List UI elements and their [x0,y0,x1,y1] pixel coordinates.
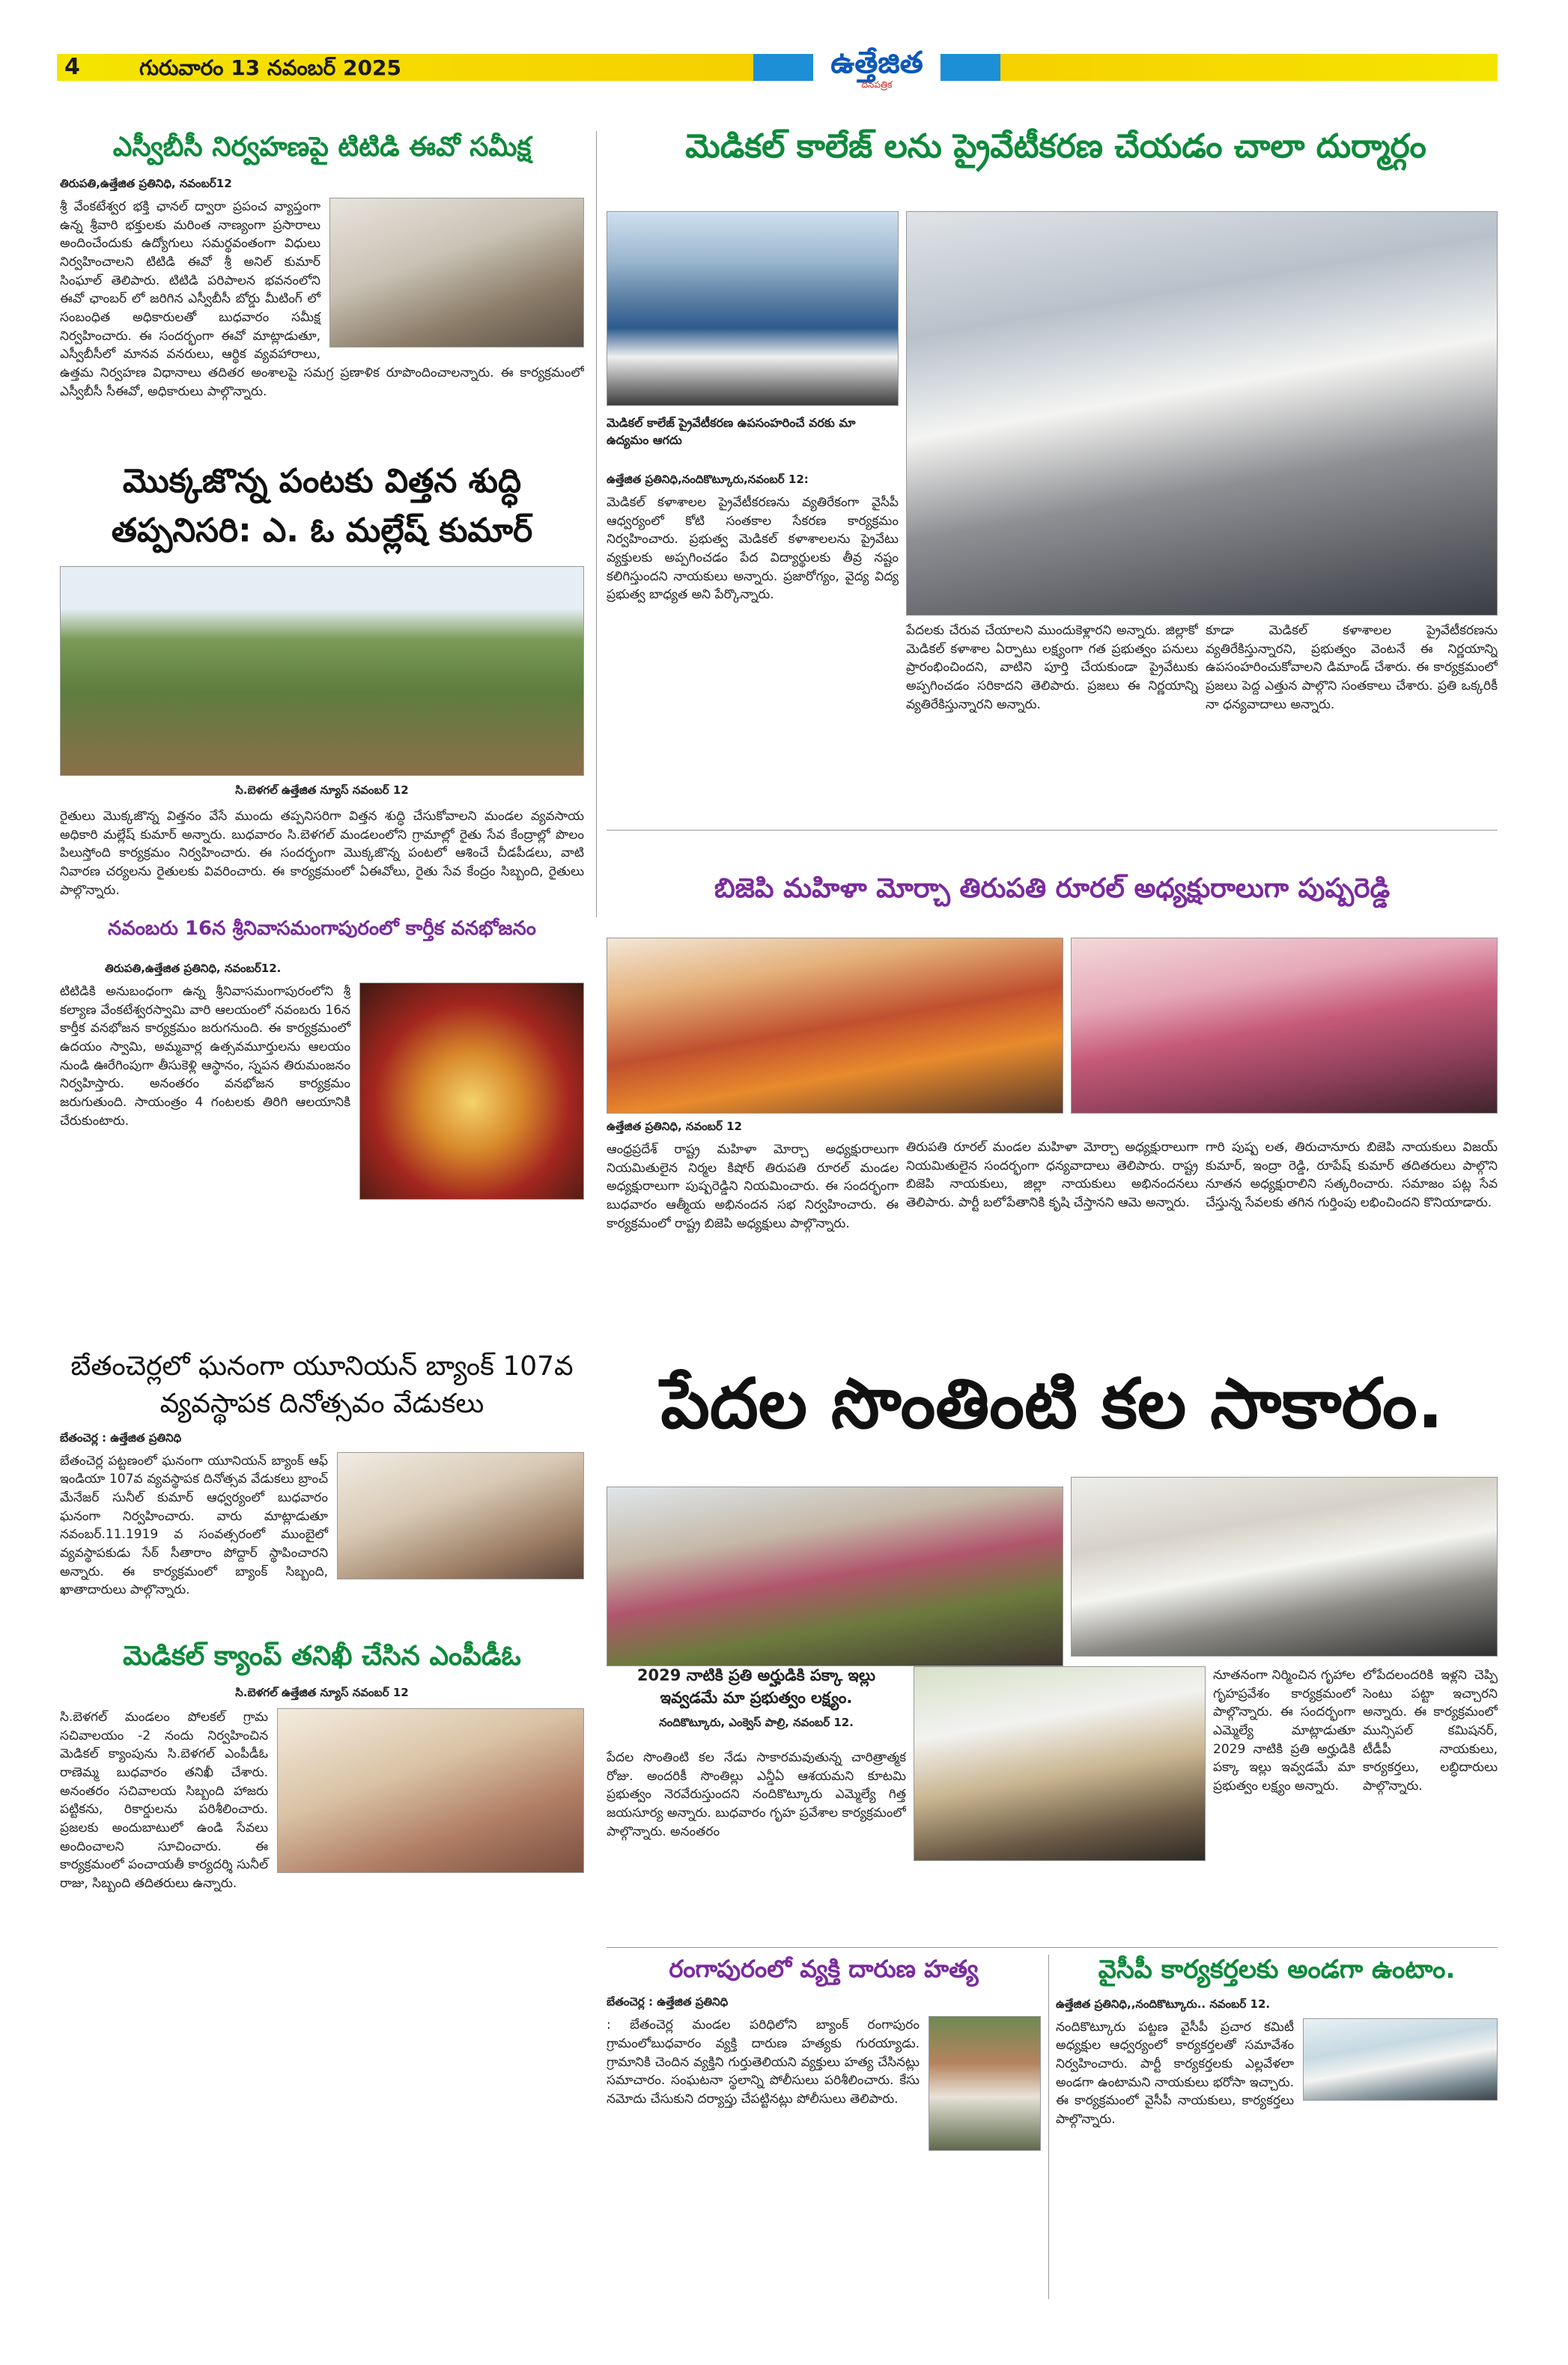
headline-medical: మెడికల్ కాలేజ్ లను ప్రైవేటీకరణ చేయడం చాలా దుర్మార్గం [685,127,1426,166]
header-bar-right [941,54,1498,81]
body-bjp-col3: గారి పుష్ప లత, తిరుచానూరు బిజెపి నాయకులు విజయ్ కుమార్, ఇంద్రా రెడ్డి, రూపేష్ కుమార్ తదితరులు పాల్గొని నూతన అధ్యక్షురాలిని సత్కరించారు. సమాజం పట్ల సేవ చేస్తున్న సేవలకు తగిన గుర్తింపు లభించిందని కొనియాడారు. [1206,1140,1498,1210]
masthead-subtitle: దినపత్రిక [861,79,893,90]
article-ttd [60,131,584,446]
caption-medical: మెడికల్ కాలేజ్ ప్రైవేటీకరణ ఉపసంహరించే వరకు మా ఉద్యమం ఆగదు [607,416,856,447]
dateline-ttd: తిరుపతి,ఉత్తేజిత ప్రతినిధి, నవంబర్12 [60,177,232,191]
article-camp [60,1640,584,2299]
dateline-murder: బేతంచెర్ల : ఉత్తేజిత ప్రతినిధి [607,1995,729,2009]
headline-ttd: ఎస్వీబీసీ నిర్వహణపై టిటిడి ఈవో సమీక్ష [112,132,532,163]
article-ysrcp [1056,1955,1498,2299]
photo-bjp-felicitation [1071,938,1498,1114]
photo-bank-event [337,1452,584,1579]
dateline-ysrcp: ఉత్తేజిత ప్రతినిధి,,నందికొట్కూరు.. నవంబర్ 12. [1056,1997,1271,2011]
dateline-medical: ఉత్తేజిత ప్రతినిధి,నందికొట్కూరు,నవంబర్ 12: [607,473,809,486]
body-ttd: శ్రీ వేంకటేశ్వర భక్తి ఛానల్ ద్వారా ప్రపంచ వ్యాప్తంగా ఉన్న శ్రీవారి భక్తులకు మరింత నాణ్యంగా ప్రసారాలు అందించేందుకు ఉద్యోగులు సమర్థవంతంగా విధులు నిర్వహించాలని టిటిడి ఈవో శ్రీ అనిల్ కుమార్ సింఘాల్ తెలిపారు. టిటిడి పరిపాలన భవనంలోని ఈవో ఛాంబర్ లో జరిగిన ఎస్వీబీసీ బోర్డు మీటింగ్ లో సంబంధిత అధికారులతో బుధవారం సమీక్ష నిర్వహించారు. ఈ సందర్భంగా ఈవో మాట్లాడుతూ, ఎస్వీబీసీలో మానవ వనరులు, ఆర్థిక వ్యవహారాలు, ఉత్తమ నిర్వహణ విధానాలు తదితర అంశాలపై సమగ్ర ప్రణాళిక రూపొందించాలన్నారు. ఈ కార్యక్రమంలో ఎస్వీబీసీ సీఈవో, అధికారులు పాల్గొన్నారు. [60,199,584,399]
housing-col1 [607,1749,906,1943]
photo-karthika-deity [359,983,584,1200]
medical-col3 [1206,622,1498,824]
body-bank: బేతంచెర్ల పట్టణంలో ఘనంగా యూనియన్ బ్యాంక్ ఆఫ్ ఇండియా 107వ వ్యవస్థాపక దినోత్సవ వేడుకలు బ్రాంచ్ మేనేజర్ సునీల్ కుమార్ ఆధ్వర్యంలో బుధవారం ఘనంగా నిర్వహించారు. వారు మాట్లాడుతూ నవంబర్.11.1919 వ సంవత్సరంలో ముంబైలో వ్యవస్థాపకుడు సేఠ్ సీతారాం పోద్దార్ స్థాపించారని అన్నారు. ఈ కార్యక్రమంలో బ్యాంక్ సిబ్బంది, ఖాతాదారులు పాల్గొన్నారు. [60,1452,584,1600]
caption-camp: సి.బెళగల్ ఉత్తేజిత న్యూస్ నవంబర్ 12 [235,1686,409,1700]
headline-housing: పేదల సొంతింటి కల సాకారం. [660,1364,1444,1444]
photo-ttd-meeting [329,198,584,347]
section-rule [607,830,1498,831]
photo-ysrcp-meeting [1303,2018,1498,2101]
housing-col3 [1363,1666,1498,1943]
header-accent-left [753,54,813,81]
medical-col1 [607,468,899,824]
body-ysrcp: నందికొట్కూరు పట్టణ వైసీపీ ప్రచార కమిటీ అధ్యక్షుల ఆధ్వర్యంలో కార్యకర్తలతో సమావేశం నిర్వహించారు. పార్టీ కార్యకర్తలకు ఎల్లవేళలా అండగా ఉంటామని నాయకులు భరోసా ఇచ్చారు. ఈ కార్యక్రమంలో వైసీపీ నాయకులు, కార్యకర్తలు పాల్గొన్నారు. [1056,2018,1498,2129]
bjp-col2 [906,1138,1198,1337]
article-bjp [607,872,1498,917]
photo-housing-beneficiaries [607,1487,1063,1666]
article-housing [607,1363,1498,1453]
page-number: 4 [64,54,80,80]
headline-camp: మెడికల్ క్యాంప్ తనిఖీ చేసిన ఎంపీడీఓ [123,1641,521,1672]
housing-caption-box [607,1666,906,1741]
header-accent-right [941,54,1000,81]
caption-seed: సి.బెళగల్ ఉత్తేజిత న్యూస్ నవంబర్ 12 [235,783,409,797]
body-medical-col3: కూడా మెడికల్ కళాశాలల ప్రైవేటీకరణను వ్యతిరేకిస్తున్నారని, ప్రభుత్వం వెంటనే ఈ నిర్ణయాన్ని ఉపసంహరించుకోవాలని డిమాండ్ చేశారు. ఈ కార్యక్రమంలో ప్రజలు పెద్ద ఎత్తున పాల్గొని సంతకాలు చేశారు. ప్రతి ఒక్కరికీ నా ధన్యవాదాలు అన్నారు. [1206,623,1498,712]
photo-bjp-group [607,938,1063,1114]
caption-housing: 2029 నాటికి ప్రతి అర్హుడికి పక్కా ఇల్లు ఇవ్వడమే మా ప్రభుత్వం లక్ష్యం. [636,1666,876,1707]
article-seed [60,457,584,906]
photo-housing-mla [914,1666,1206,1861]
headline-bank: బేతంచెర్లలో ఘనంగా యూనియన్ బ్యాంక్ 107వ వ్యవస్థాపక దినోత్సవం వేడుకలు [70,1351,574,1420]
dateline-bjp: ఉత్తేజిత ప్రతినిధి, నవంబర్ 12 [607,1120,742,1133]
column-rule [596,131,597,917]
caption-medical-box [607,416,899,461]
article-bank [60,1348,584,1633]
headline-karthika: నవంబరు 16న శ్రీనివాసమంగాపురంలో కార్తీక వనభోజనం [108,917,536,940]
photo-seed-field [60,566,584,776]
photo-medical-rally [607,211,899,406]
dateline-housing: నందికొట్కూరు, ఎంక్వెస్ పాల్రి, నవంబర్ 12. [659,1716,854,1729]
article-murder [607,1955,1041,2299]
body-murder: : బేతంచెర్ల మండల పరిధిలోని బ్యాంక్ రంగాపురం గ్రామంలోబుధవారం వ్యక్తి దారుణ హత్యకు గురయ్యాడు. గ్రామానికి చెందిన వ్యక్తిని గుర్తుతెలియని వ్యక్తులు హత్య చేసినట్లు సమాచారం. సంఘటనా స్థలాన్ని పోలీసులు పరిశీలించారు. కేసు నమోదు చేసుకుని దర్యాప్తు చేపట్టినట్లు పోలీసులు తెలిపారు. [607,2016,1041,2108]
body-seed: రైతులు మొక్కజొన్న విత్తనం వేసే ముందు తప్పనిసరిగా విత్తన శుద్ధి చేసుకోవాలని మండల వ్యవసాయ అధికారి మల్లేష్ కుమార్ అన్నారు. బుధవారం సి.బెళగల్ మండలంలోని గ్రామాల్లో రైతు సేవ కేంద్రాల్లో పొలం పిలుస్తోంది కార్యక్రమం నిర్వహించారు. ఈ సందర్భంగా మొక్కజొన్న పంటలో ఆశించే చీడపీడలు, వాటి నివారణ చర్యలను రైతులకు వివరించారు. ఈ కార్యక్రమంలో ఏఈవోలు, రైతు సేవ కేంద్రం సిబ్బంది, రైతులు పాల్గొన్నారు. [60,809,584,898]
photo-medical-signatures [906,211,1498,616]
body-bjp-col1: ఆంధ్రప్రదేశ్ రాష్ట్ర మహిళా మోర్చా అధ్యక్షురాలుగా నియమితులైన నిర్మల కిషోర్ తిరుపతి రూరల్ మండల అధ్యక్షురాలుగా పుష్పరెడ్డిని నియమించారు. ఈ సందర్భంగా బుధవారం ఆత్మీయ అభినందన సభ నిర్వహించారు. ఈ కార్యక్రమంలో రాష్ట్ర బిజెపి అధ్యక్షులు పాల్గొన్నారు. [607,1142,899,1231]
body-housing-col1: పేదల సొంతింటి కల నేడు సాకారమవుతున్న చారిత్రాత్మక రోజు. అందరికీ సొంతిల్లు ఎన్డీఏ ఆశయమని కూటమి ప్రభుత్వం నెరవేరుస్తుందని నందికొట్కూరు ఎమ్మెల్యే గిత్త జయసూర్య అన్నారు. బుధవారం గృహ ప్రవేశాల కార్యక్రమంలో పాల్గొన్నారు. అనంతరం [607,1750,906,1839]
masthead-title: ఉత్తేజిత [830,46,923,80]
dateline-bank: బేతంచెర్ల : ఉత్తేజిత ప్రతినిధి [60,1430,182,1445]
bjp-col3 [1206,1138,1498,1337]
article-karthika [60,917,584,1341]
headline-seed: మొక్కజొన్న పంటకు విత్తన శుద్ధి తప్పనిసరి: ఎ. ఓ మల్లేష్ కుమార్ [111,462,533,550]
issue-date: గురువారం 13 నవంబర్ 2025 [139,55,401,80]
photo-camp-visit [277,1708,584,1873]
page-header [57,46,1498,90]
photo-murder-victim [929,2016,1041,2151]
masthead [813,46,941,92]
bjp-col1 [607,1120,899,1337]
headline-murder: రంగాపురంలో వ్యక్తి దారుణ హత్య [669,1955,979,1983]
dateline-karthika: తిరుపతి,ఉత్తేజిత ప్రతినిధి, నవంబర్12. [105,962,282,976]
column-rule-bottom [1048,1955,1049,2299]
section-rule-bottom [607,1947,1498,1948]
headline-bjp: బిజెపి మహిళా మోర్చా తిరుపతి రూరల్ అధ్యక్షురాలుగా పుష్పరెడ్డి [714,873,1391,904]
headline-ysrcp: వైసీపీ కార్యకర్తలకు అండగా ఉంటాం. [1098,1955,1456,1985]
body-medical-col1: మెడికల్ కళాశాలల ప్రైవేటీకరణను వ్యతిరేకంగా వైసీపీ ఆధ్వర్యంలో కోటి సంతకాల సేకరణ కార్యక్రమం నిర్వహించారు. ప్రభుత్వ మెడికల్ కళాశాలలను ప్రైవేటు వ్యక్తులకు అప్పగించడం పేద విద్యార్థులకు తీవ్ర నష్టం కలిగిస్తుందని నాయకులు అన్నారు. ప్రజారోగ్యం, వైద్య విద్య ప్రభుత్వ బాధ్యత అని పేర్కొన్నారు. [607,495,899,603]
body-medical-col2: పేదలకు చేరువ చేయాలని ముందుకెళ్లారని అన్నారు. జిల్లాకో మెడికల్ కళాశాల ఏర్పాటు లక్ష్యంగా గత ప్రభుత్వం పనులు ప్రారంభించిందని, వాటిని పూర్తి చేయకుండా ప్రైవేటుకు అప్పగించడం సరికాదని తెలిపారు. ప్రజలు ఈ నిర్ణయాన్ని వ్యతిరేకిస్తున్నారని అన్నారు. [906,623,1198,712]
body-camp: సి.బెళగల్ మండలం పోలకల్ గ్రామ సచివాలయం -2 నందు నిర్వహించిన మెడికల్ క్యాంపును సి.బెళగల్ ఎంపీడీఓ రాణెమ్మ బుధవారం తనిఖీ చేశారు. అనంతరం సచివాలయ సిబ్బంది హాజరు పట్టికను, రికార్డులను పరిశీలించారు. ప్రజలకు అందుబాటులో ఉండి సేవలు అందించాలని సూచించారు. ఈ కార్యక్రమంలో పంచాయతీ కార్యదర్శి సునీల్ రాజు, సిబ్బంది తదితరులు ఉన్నారు. [60,1708,584,1892]
body-bjp-col2: తిరుపతి రూరల్ మండల మహిళా మోర్చా అధ్యక్షురాలుగా నియమితులైన సందర్భంగా ధన్యవాదాలు తెలిపారు. రాష్ట్ర బిజెపి నాయకులు, జిల్లా నాయకులు అభినందనలు తెలిపారు. పార్టీ బలోపేతానికి కృషి చేస్తానని ఆమె అన్నారు. [906,1140,1198,1210]
body-karthika: టిటిడికి అనుబంధంగా ఉన్న శ్రీనివాసమంగాపురంలోని శ్రీ కల్యాణ వేంకటేశ్వరస్వామి వారి ఆలయంలో నవంబరు 16న కార్తీక వనభోజన కార్యక్రమం జరుగనుంది. ఈ కార్యక్రమంలో ఉదయం స్వామి, అమ్మవార్ల ఉత్సవమూర్తులను ఆలయం నుండి ఊరేగింపుగా తీసుకెళ్లి ఆస్థానం, స్నపన తిరుమంజనం నిర్వహిస్తారు. అనంతరం వనభోజన కార్యక్రమం జరుగుతుంది. సాయంత్రం 4 గంటలకు తిరిగి ఆలయానికి చేరుకుంటారు. [60,983,584,1130]
housing-col2 [1213,1666,1355,1943]
photo-housing-ceremony [1071,1477,1498,1657]
body-housing-col3: లోపేదలందరికి ఇళ్లని చెప్పి సెంటు పట్టా ఇచ్చారని అన్నారు. ఈ కార్యక్రమంలో మున్సిపల్ కమిషనర్, టీడీపీ నాయకులు, కార్యకర్తలు, లబ్ధిదారులు పాల్గొన్నారు. [1363,1668,1498,1794]
body-housing-col2: నూతనంగా నిర్మించిన గృహాల గృహప్రవేశం కార్యక్రమంలో పాల్గొన్నారు. ఈ సందర్భంగా ఎమ్మెల్యే మాట్లాడుతూ 2029 నాటికి ప్రతి అర్హుడికి పక్కా ఇల్లు ఇవ్వడమే మా ప్రభుత్వం లక్ష్యం అన్నారు. [1213,1668,1355,1794]
medical-col2 [906,622,1198,824]
